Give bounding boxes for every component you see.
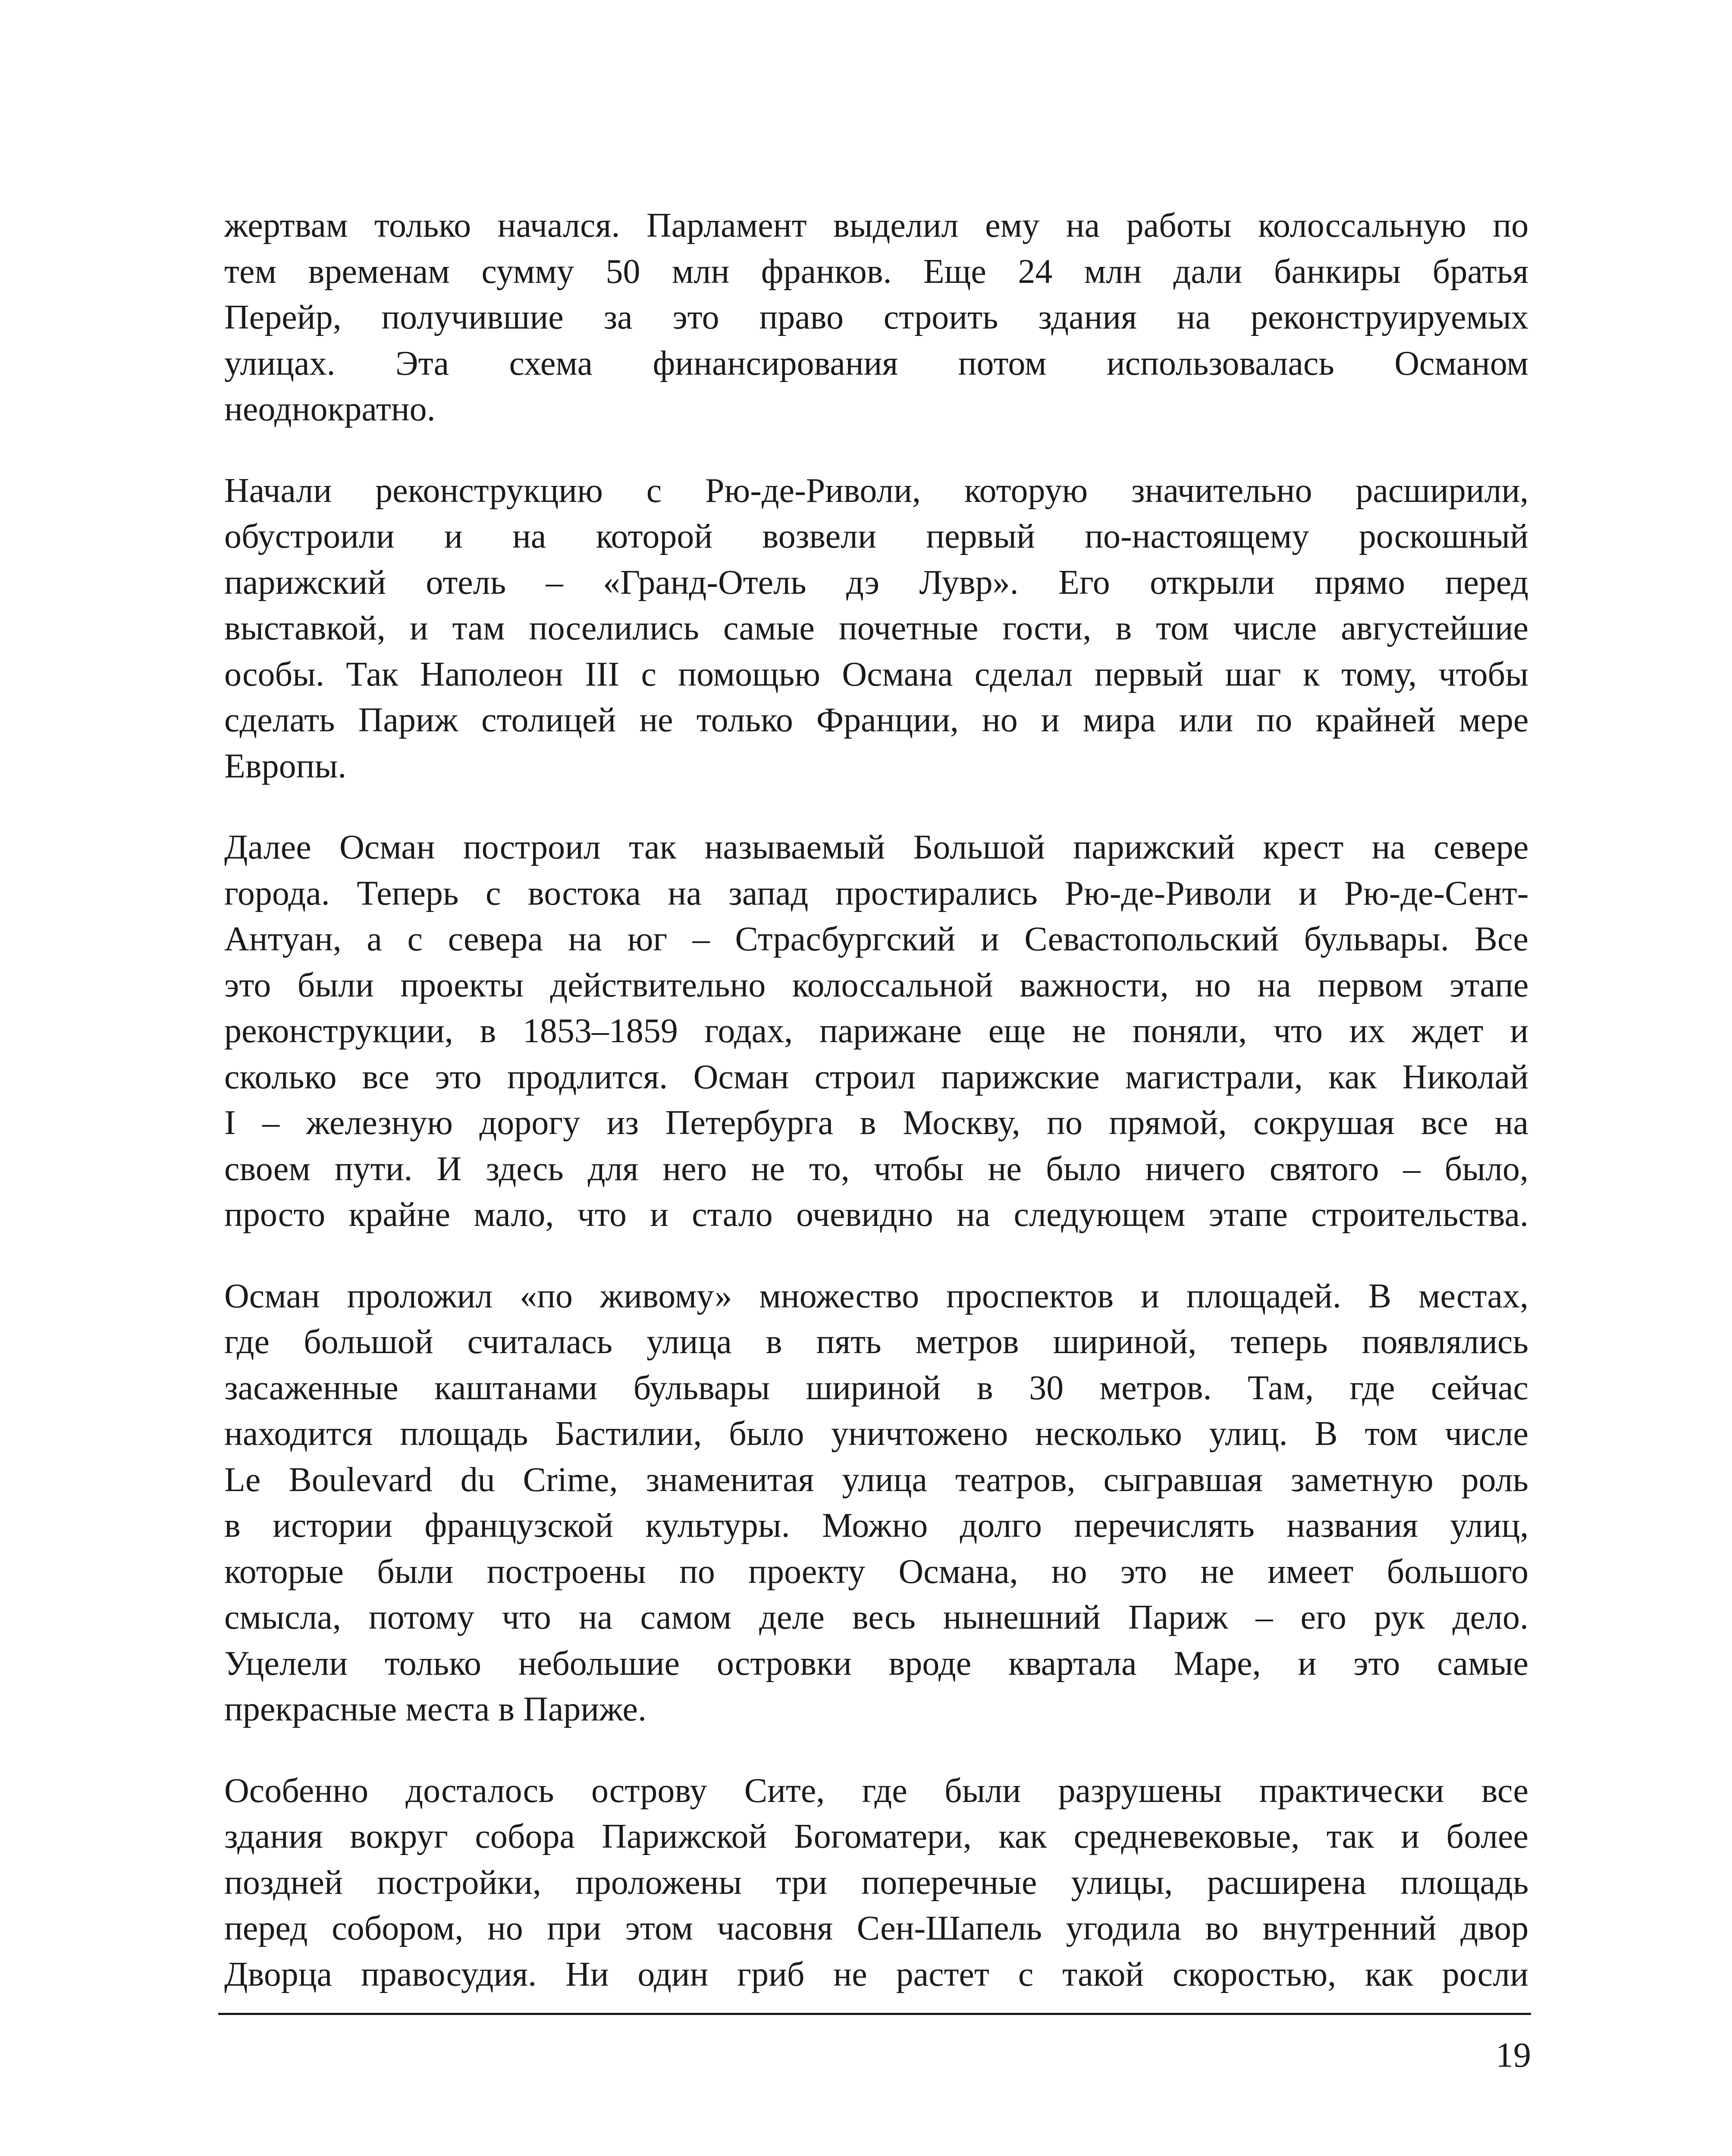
text-line: реконструкции, в 1853–1859 годах, парижане еще не поняли, что их ждет и xyxy=(224,1012,1528,1050)
paragraph-1 xyxy=(224,203,1528,432)
paragraph-2 xyxy=(224,468,1528,790)
text-line: которые были построены по проекту Османа, но это не имеет большого xyxy=(224,1552,1528,1591)
text-line: Особенно досталось острову Сите, где были разрушены практически все xyxy=(224,1771,1528,1810)
text-line: Начали реконструкцию с Рю-де-Риволи, которую значительно расширили, xyxy=(224,471,1528,510)
text-line: в истории французской культуры. Можно долго перечислять названия улиц, xyxy=(224,1507,1528,1545)
text-line: обустроили и на которой возвели первый по-настоящему роскошный xyxy=(224,517,1528,555)
text-line: поздней постройки, проложены три поперечные улицы, расширена площадь xyxy=(224,1863,1528,1902)
text-line: засаженные каштанами бульвары шириной в 30 метров. Там, где сейчас xyxy=(224,1369,1528,1407)
paragraph-3 xyxy=(224,824,1528,1238)
paragraph-4 xyxy=(224,1273,1528,1733)
text-line: тем временам сумму 50 млн франков. Еще 24 млн дали банкиры братья xyxy=(224,252,1528,291)
page-number: 19 xyxy=(1496,2035,1531,2075)
text-line: здания вокруг собора Парижской Богоматери, как средневековые, так и более xyxy=(224,1818,1528,1855)
text-line: своем пути. И здесь для него не то, чтобы не было ничего святого – было, xyxy=(224,1150,1528,1188)
text-line: жертвам только начался. Парламент выделил ему на работы колоссальную по xyxy=(224,207,1528,244)
text-line: Уцелели только небольшие островки вроде квартала Маре, и это самые xyxy=(224,1644,1528,1683)
text-line: I – железную дорогу из Петербурга в Москву, по прямой, сокрушая все на xyxy=(224,1104,1528,1142)
text-line: сколько все это продлится. Осман строил парижские магистрали, как Николай xyxy=(224,1058,1528,1096)
text-line: прекрасные места в Париже. xyxy=(224,1690,646,1728)
text-line: Дворца правосудия. Ни один гриб не растет с такой скоростью, как росли xyxy=(224,1955,1528,1993)
text-line: Перейр, получившие за это право строить здания на реконструируемых xyxy=(224,298,1528,336)
paragraph-5 xyxy=(224,1768,1528,1998)
text-line: находится площадь Бастилии, было уничтожено несколько улиц. В том числе xyxy=(224,1415,1528,1453)
text-line: парижский отель – «Гранд-Отель дэ Лувр». Его открыли прямо перед xyxy=(224,563,1528,602)
text-line: Далее Осман построил так называемый Большой парижский крест на севере xyxy=(224,828,1528,866)
text-line: смысла, потому что на самом деле весь нынешний Париж – его рук дело. xyxy=(224,1598,1528,1636)
footer-divider xyxy=(218,2013,1531,2015)
text-line: это были проекты действительно колоссальной важности, но на первом этапе xyxy=(224,966,1528,1004)
text-line: Европы. xyxy=(224,747,347,785)
text-line: Le Boulevard du Crime, знаменитая улица театров, сыгравшая заметную роль xyxy=(224,1460,1528,1499)
text-line: улицах. Эта схема финансирования потом использовалась Османом xyxy=(224,344,1528,382)
text-line: перед собором, но при этом часовня Сен-Шапель угодила во внутренний двор xyxy=(224,1909,1528,1947)
text-line: выставкой, и там поселились самые почетные гости, в том числе августейшие xyxy=(224,609,1528,647)
text-line: особы. Так Наполеон III с помощью Османа сделал первый шаг к тому, чтобы xyxy=(224,655,1528,693)
text-line: неоднократно. xyxy=(224,390,436,428)
text-line: города. Теперь с востока на запад простирались Рю-де-Риволи и Рю-де-Сент- xyxy=(224,874,1528,912)
text-line: просто крайне мало, что и стало очевидно на следующем этапе строительства. xyxy=(224,1196,1528,1234)
text-line: Антуан, а с севера на юг – Страсбургский и Севастопольский бульвары. Все xyxy=(224,920,1528,958)
text-line: Осман проложил «по живому» множество проспектов и площадей. В местах, xyxy=(224,1277,1528,1315)
text-line: сделать Париж столицей не только Франции, но и мира или по крайней мере xyxy=(224,701,1528,739)
body-text xyxy=(224,203,1528,2033)
text-line: где большой считалась улица в пять метров шириной, теперь появлялись xyxy=(224,1323,1528,1361)
